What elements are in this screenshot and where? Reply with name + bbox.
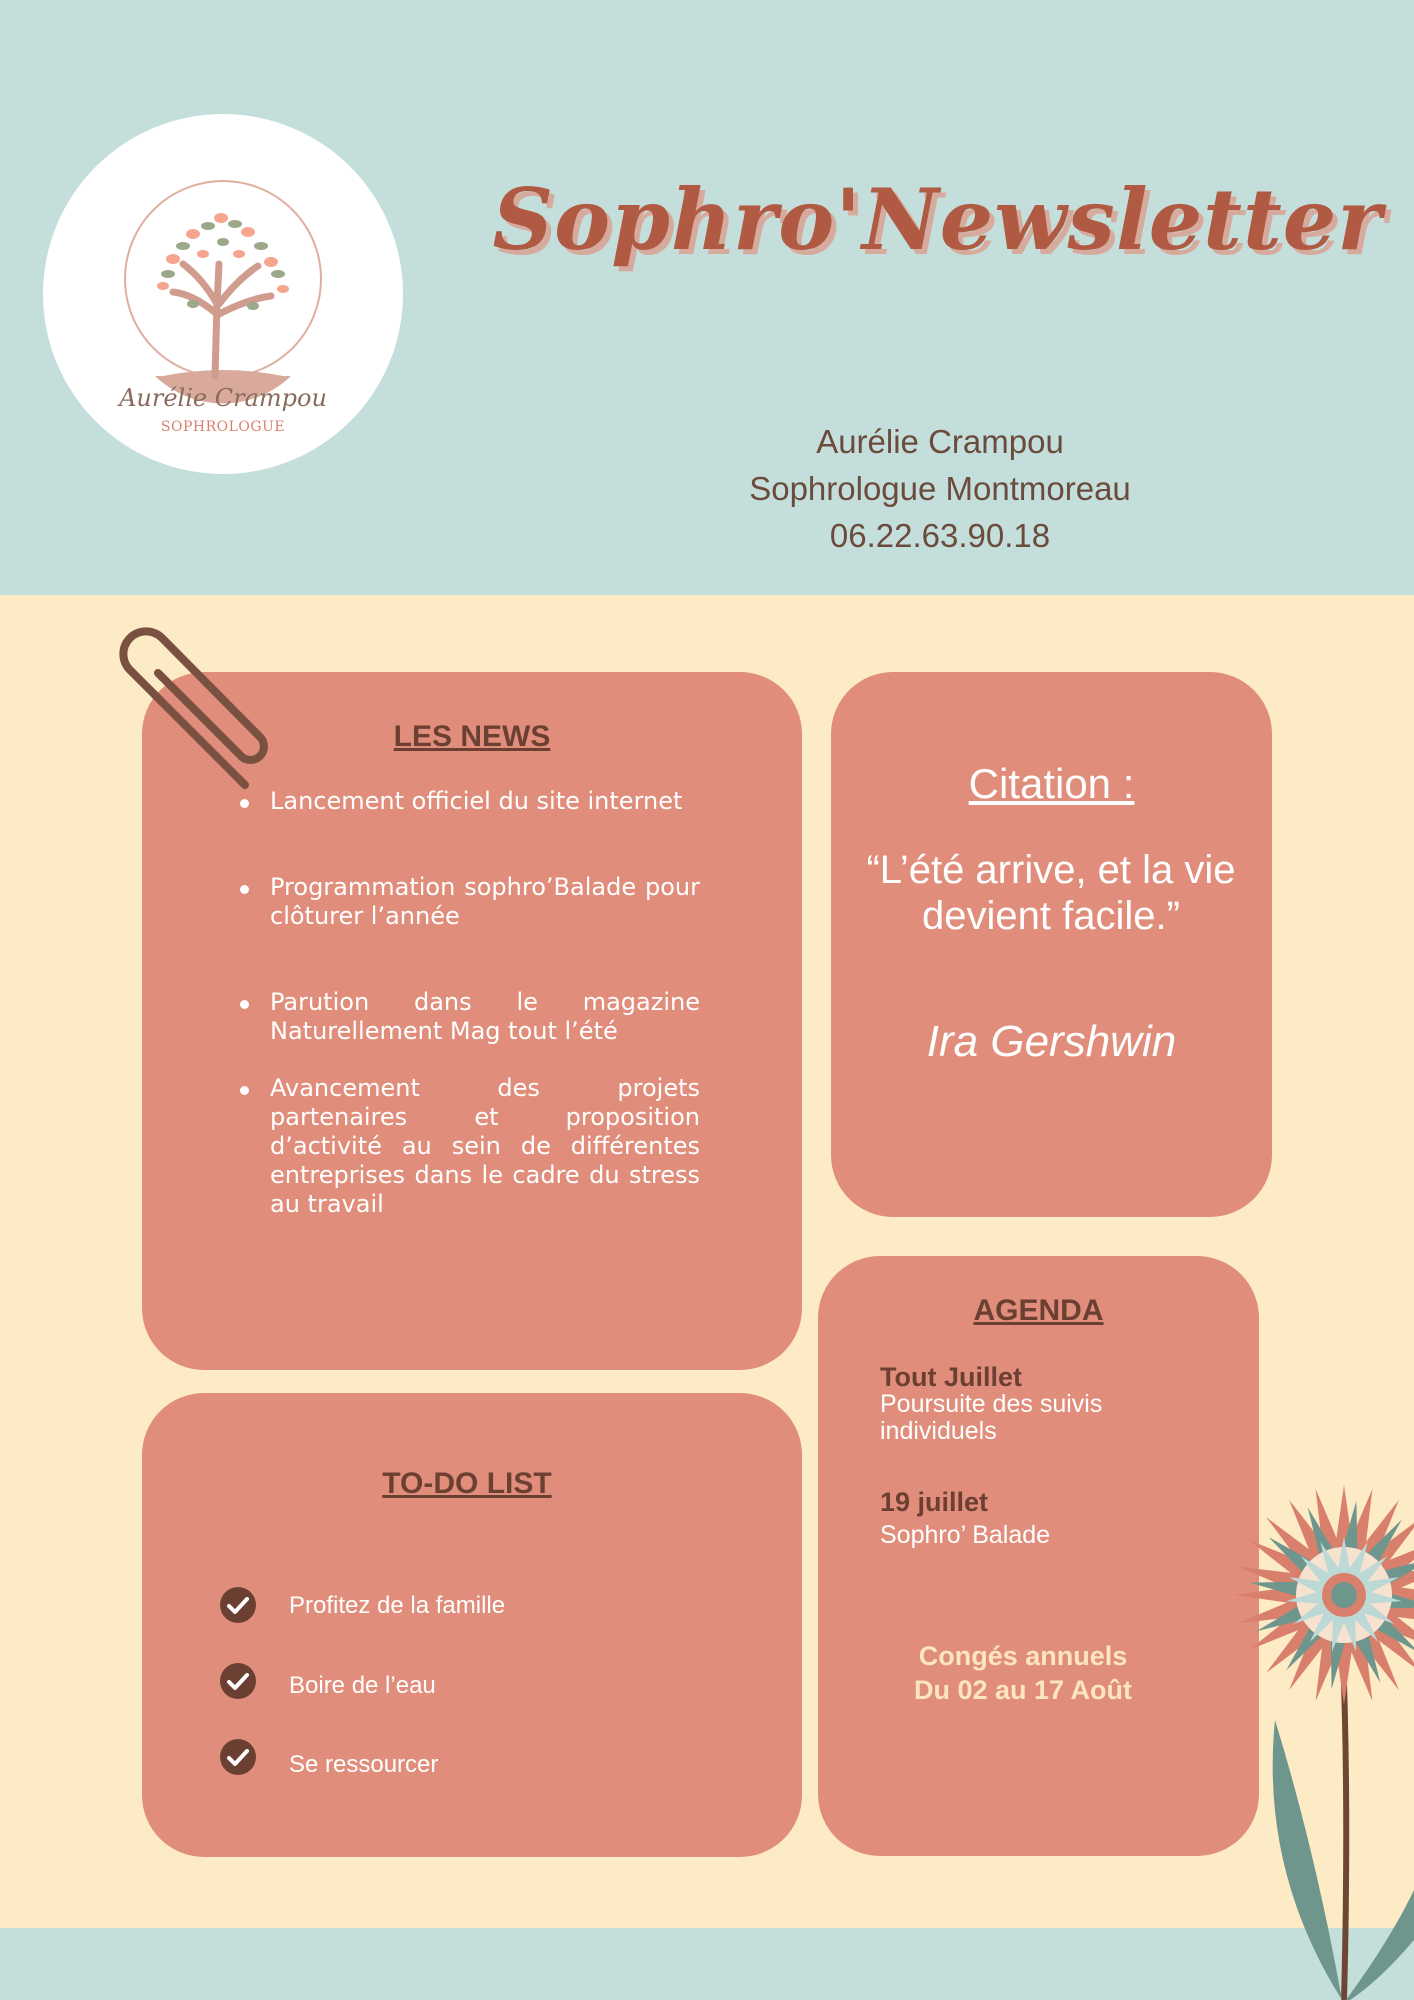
todo-card — [142, 1393, 802, 1857]
conges-title: Congés annuels — [918, 1641, 1128, 1671]
conges-dates: Du 02 au 17 Août — [913, 1675, 1133, 1705]
todo-label: Se ressourcer — [289, 1751, 439, 1778]
contact-block — [640, 418, 1240, 559]
todo-heading: TO-DO LIST — [382, 1467, 552, 1500]
citation-author: Ira Gershwin — [926, 1017, 1177, 1066]
agenda-text: Poursuite des suivis individuels — [880, 1390, 1103, 1445]
news-heading: LES NEWS — [393, 720, 551, 753]
agenda-date: 19 juillet — [880, 1487, 989, 1517]
flower-icon — [1220, 1470, 1414, 2000]
news-item: Avancement des projets partenaires et proposition d’activité au sein de différentes entreprises dans le cadre du stress au travail — [270, 1074, 700, 1218]
check-circle-icon — [220, 1587, 256, 1623]
newsletter-title: Sophro'Newsletter — [492, 170, 1383, 269]
conges-notice — [818, 1639, 1228, 1707]
logo-subtitle: SOPHROLOGUE — [160, 419, 286, 435]
citation-quote: “L’été arrive, et la vie devient facile.” — [866, 848, 1236, 938]
news-list — [270, 787, 700, 1219]
footer-band — [0, 1928, 1414, 2000]
todo-label: Profitez de la famille — [289, 1592, 506, 1619]
check-circle-icon — [220, 1739, 256, 1775]
agenda-entry — [880, 1364, 1220, 1445]
citation-heading: Citation : — [968, 760, 1135, 807]
contact-phone: 06.22.63.90.18 — [829, 517, 1051, 554]
news-item: Parution dans le magazine Naturellement Mag tout l’été — [270, 988, 700, 1045]
agenda-date: Tout Juillet — [880, 1362, 1022, 1392]
paperclip-icon — [110, 625, 270, 795]
agenda-text: Sophro’ Balade — [880, 1521, 1051, 1549]
contact-name: Aurélie Crampou — [816, 423, 1064, 460]
logo — [43, 114, 403, 474]
contact-role: Sophrologue Montmoreau — [749, 470, 1131, 507]
news-item: Programmation sophro’Balade pour clôturer l’année — [270, 873, 700, 930]
check-circle-icon — [220, 1663, 256, 1699]
agenda-entry — [880, 1489, 1220, 1549]
logo-name: Aurélie Crampou — [119, 384, 327, 412]
agenda-card — [818, 1256, 1259, 1856]
agenda-heading: AGENDA — [973, 1294, 1104, 1327]
news-item: Lancement officiel du site internet — [270, 787, 700, 816]
todo-label: Boire de l’eau — [289, 1672, 436, 1699]
citation-card — [831, 672, 1272, 1217]
